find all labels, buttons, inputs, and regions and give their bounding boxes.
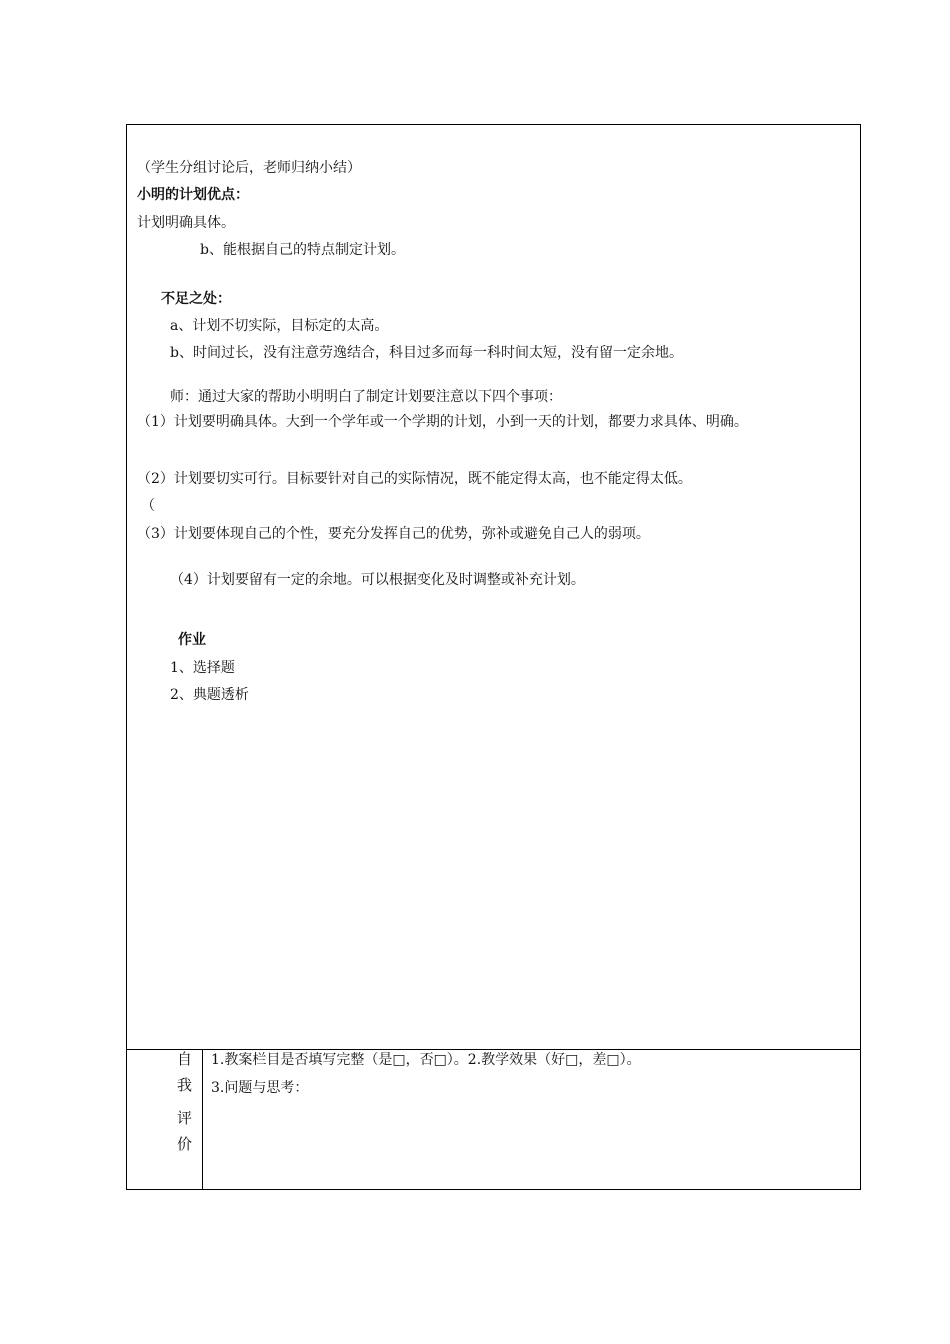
teacher-summary: 师：通过大家的帮助小明明白了制定计划要注意以下四个事项：	[170, 389, 562, 405]
label-char: 价	[177, 1135, 193, 1153]
intro-note: （学生分组讨论后，老师归纳小结）	[137, 160, 361, 176]
merit-a: 计划明确具体。	[137, 215, 235, 231]
flaw-b: b、时间过长，没有注意劳逸结合，科目过多而每一科时间太短，没有留一定余地。	[170, 345, 683, 361]
merits-heading: 小明的计划优点：	[137, 187, 249, 203]
lesson-plan-table	[126, 124, 861, 1190]
evaluation-column-border	[202, 1049, 203, 1189]
point-4: （4）计划要留有一定的余地。可以根据变化及时调整或补充计划。	[170, 572, 585, 588]
point-3: （3）计划要体现自己的个性，要充分发挥自己的优势，弥补或避免自己人的弱项。	[137, 526, 650, 542]
flaw-a: a、计划不切实际，目标定的太高。	[170, 318, 389, 334]
stray-parenthesis: （	[141, 498, 155, 514]
evaluation-item-3: 3.问题与思考：	[211, 1080, 309, 1096]
homework-item-1: 1、选择题	[170, 660, 235, 676]
label-char: 自	[177, 1050, 193, 1068]
flaws-heading: 不足之处：	[161, 291, 231, 307]
homework-item-2: 2、典题透析	[170, 687, 249, 703]
label-char: 我	[177, 1076, 193, 1094]
merit-b: b、能根据自己的特点制定计划。	[200, 242, 405, 258]
evaluation-item-1: 1.教案栏目是否填写完整（是□，否□）。2.教学效果（好□，差□）。	[211, 1052, 641, 1068]
label-char: 评	[177, 1109, 193, 1127]
point-2: （2）计划要切实可行。目标要针对自己的实际情况，既不能定得太高，也不能定得太低。	[137, 471, 692, 487]
homework-heading: 作业	[178, 632, 206, 648]
point-1: （1）计划要明确具体。大到一个学年或一个学期的计划，小到一天的计划，都要力求具体、明确。	[137, 414, 748, 430]
